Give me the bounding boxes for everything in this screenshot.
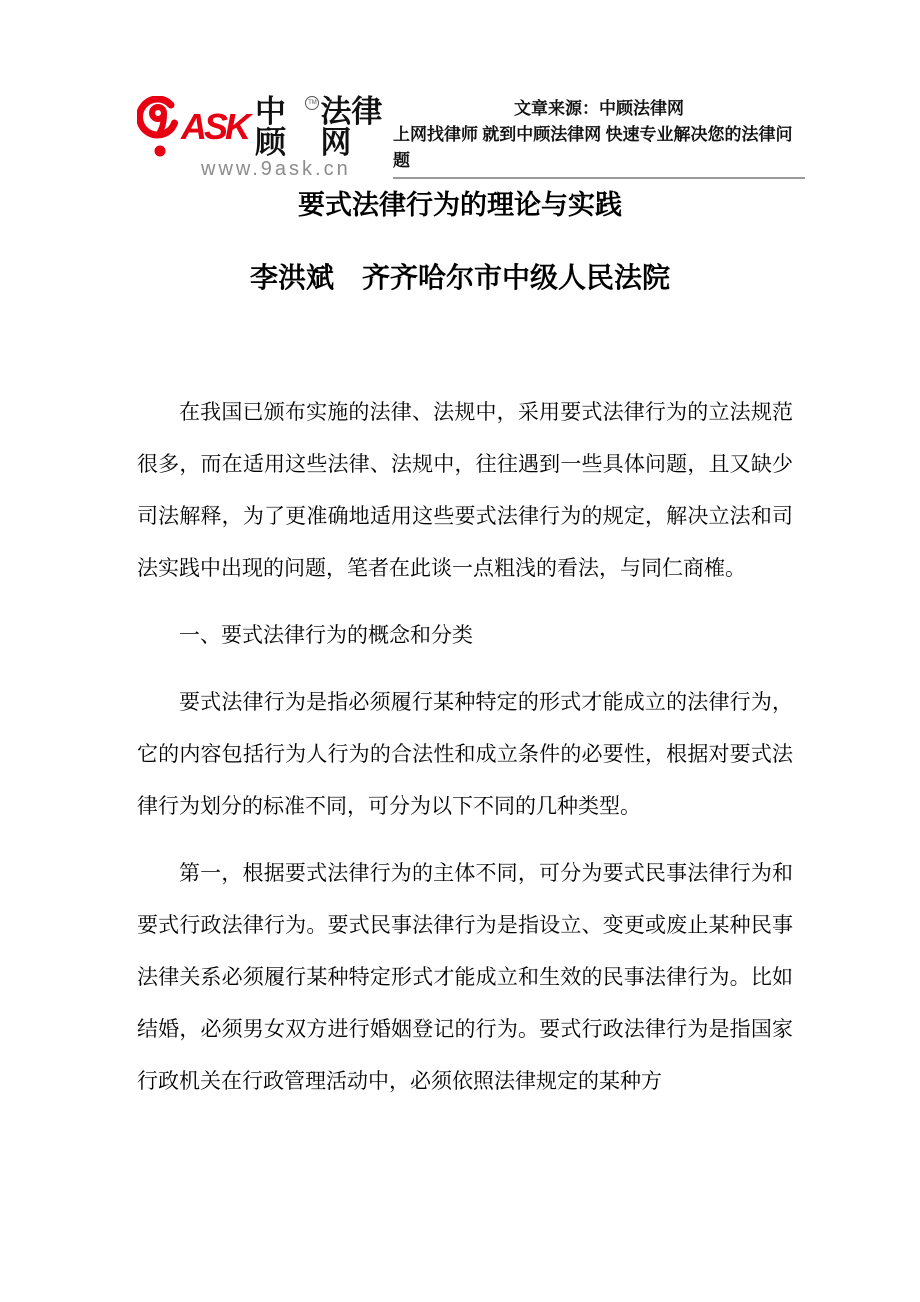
header [137, 96, 805, 181]
question-mark-9-icon [137, 96, 179, 158]
logo [137, 96, 393, 181]
article-byline: 李洪斌 齐齐哈尔市中级人民法院 [249, 263, 670, 294]
logo-brand-cn-2: 法律网 [320, 94, 383, 160]
article-source-line: 文章来源：中顾法律网 [514, 99, 684, 118]
article-body [137, 386, 793, 1122]
body-paragraph: 第一，根据要式法律行为的主体不同，可分为要式民事法律行为和要式行政法律行为。要式民事法律行为是指设立、变更或废止某种民事法律关系必须履行某种特定形式才能成立和生效的民事法律行为。比如结婚，必须男女双方进行婚姻登记的行为。要式行政法律行为是指国家行政机关在行政管理活动中，必须依照法律规定的某种方 [137, 861, 793, 1093]
logo-brand-cn-1: 中顾 [255, 94, 287, 160]
header-tagline: 上网找律师 就到中顾法律网 快速专业解决您的法律问题 [393, 125, 793, 170]
body-paragraph: 一、要式法律行为的概念和分类 [179, 623, 473, 647]
logo-url: www.9ask.cn [201, 158, 351, 180]
logo-row [137, 96, 393, 158]
logo-brand-text: ASK [181, 106, 249, 147]
trademark-icon: TM [305, 96, 319, 110]
body-paragraph: 在我国已颁布实施的法律、法规中，采用要式法律行为的立法规范很多，而在适用这些法律、法规中，往往遇到一些具体问题，且又缺少司法解释，为了更准确地适用这些要式法律行为的规定，解决立法和司法实践中出现的问题，笔者在此谈一点粗浅的看法，与同仁商榷。 [137, 400, 793, 580]
article-title: 要式法律行为的理论与实践 [298, 190, 622, 220]
body-paragraph: 要式法律行为是指必须履行某种特定的形式才能成立的法律行为，它的内容包括行为人行为的合法性和成立条件的必要性，根据对要式法律行为划分的标准不同，可分为以下不同的几种类型。 [137, 690, 793, 818]
header-text-block [393, 96, 805, 179]
